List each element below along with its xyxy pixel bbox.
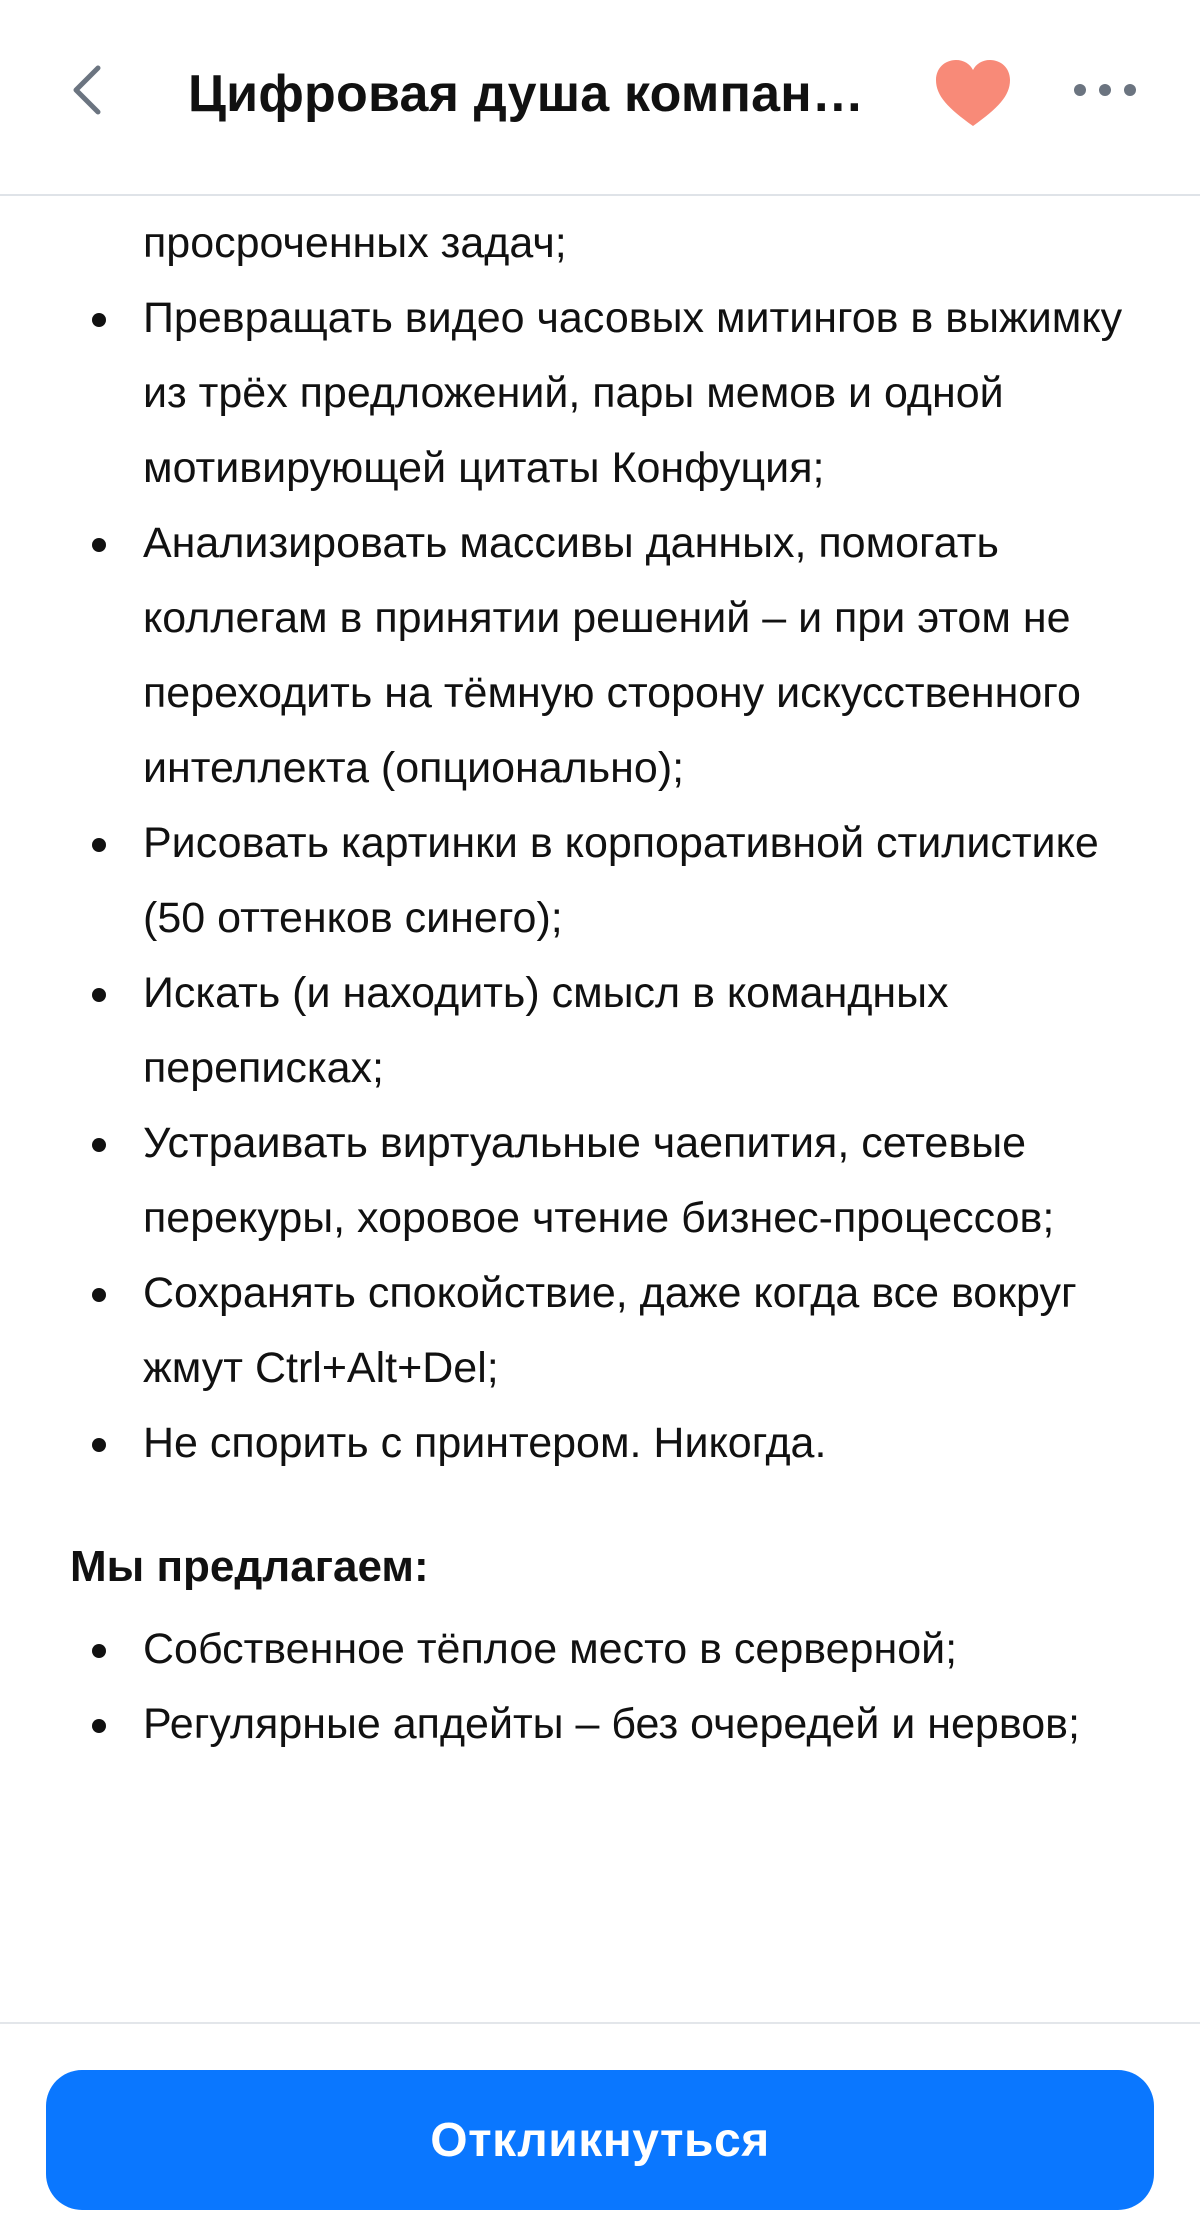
list-item: Собственное тёплое место в серверной; (0, 1612, 1200, 1687)
list-item: Устраивать виртуальные чаепития, сетевые перекуры, хоровое чтение бизнес-процессов; (0, 1106, 1200, 1256)
list-item: Рисовать картинки в корпоративной стилистике (50 оттенков синего); (0, 806, 1200, 956)
vacancy-description[interactable] (0, 196, 1200, 2022)
bullet (92, 988, 106, 1002)
bullet (92, 538, 106, 552)
list-item: Превращать видео часовых митингов в выжимку из трёх предложений, пары мемов и одной мотивирующей цитаты Конфуция; (0, 281, 1200, 506)
bullet (92, 313, 106, 327)
offers-heading: Мы предлагаем: (70, 1542, 429, 1591)
back-button[interactable] (56, 44, 120, 132)
chevron-left-icon (70, 64, 106, 116)
list-item: Сохранять спокойствие, даже когда все вокруг жмут Ctrl+Alt+Del; (0, 1256, 1200, 1406)
bullet (92, 1288, 106, 1302)
list-item: Не спорить с принтером. Никогда. (0, 1406, 1200, 1481)
bottom-bar (0, 2022, 1200, 2222)
bullet (92, 1138, 106, 1152)
page-title: Цифровая душа компан… (188, 65, 865, 123)
duties-list (0, 281, 1200, 1481)
more-horizontal-icon (1070, 56, 1140, 126)
bullet (92, 1438, 106, 1452)
favorite-button[interactable] (930, 50, 1016, 136)
offers-list (0, 1612, 1200, 1762)
bullet (92, 1719, 106, 1733)
heart-icon (930, 50, 1016, 136)
bullet (92, 1644, 106, 1658)
list-item: Регулярные апдейты – без очередей и нервов; (0, 1687, 1200, 1762)
description-text (0, 196, 1200, 1762)
list-item: Искать (и находить) смысл в командных переписках; (0, 956, 1200, 1106)
bullet (92, 838, 106, 852)
continued-list-item: просроченных задач; (143, 219, 567, 267)
top-bar (0, 0, 1200, 196)
more-button[interactable] (1070, 56, 1140, 126)
apply-button[interactable]: Откликнуться (46, 2070, 1154, 2210)
list-item: Анализировать массивы данных, помогать коллегам в принятии решений – и при этом не переходить на тёмную сторону искусственного интеллекта (опционально); (0, 506, 1200, 806)
